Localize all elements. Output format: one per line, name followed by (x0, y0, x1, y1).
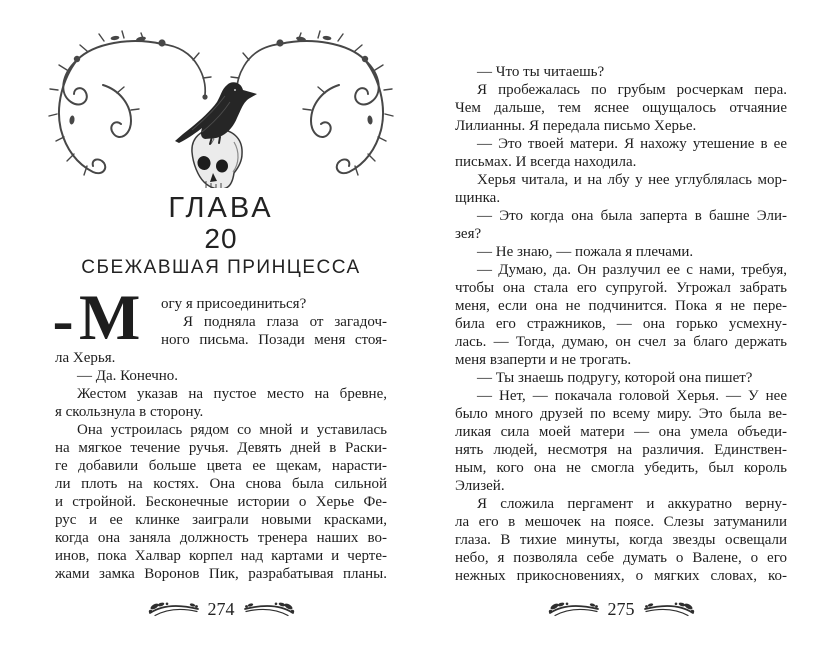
text-line: Я сложила пергамент и аккуратно верну- (477, 496, 787, 512)
text-line: глаза. В тихие минуты, когда звезды освещали (455, 532, 787, 548)
drop-cap-letter: М (79, 282, 141, 354)
right-page-text (455, 63, 787, 585)
text-line: — Нет, — покачала головой Херья. — У нее (477, 388, 787, 404)
text-line: — Думаю, да. Он разлучил ее с нами, требуя, (477, 262, 787, 278)
text-line: нять людей, несмотря на различия. Единствен- (455, 442, 787, 458)
text-line: ла Херья. (55, 350, 116, 366)
chapter-label: ГЛАВА (168, 192, 274, 224)
text-line: ли плоть на костях. Она снова была сильной (55, 476, 387, 492)
text-line: Я подняла глаза от загадоч- (183, 314, 387, 330)
raven-icon (175, 82, 257, 144)
page-footer-right (455, 599, 787, 619)
page-right (410, 0, 820, 661)
text-line: зея? (455, 226, 482, 242)
text-line: и стройной. Бесконечные истории о Херье Фе- (55, 494, 387, 510)
folio-flourish-icon (243, 601, 295, 617)
text-line: рус и ее клинке заиграли новыми красками, (55, 512, 387, 528)
text-line: Элизей. (455, 478, 505, 494)
text-line: меня, если она не подчинится. Пока я не пере- (455, 298, 787, 314)
text-line: — Это когда она была заперта в башне Эли- (477, 208, 787, 224)
left-page-text (55, 273, 387, 583)
folio-flourish-icon (548, 601, 600, 617)
thorn-vine-left-icon (49, 31, 211, 175)
text-line: — Ты знаешь подругу, которой она пишет? (477, 370, 753, 386)
text-line: Я пробежалась по грубым росчеркам пера. (477, 82, 787, 98)
page-number-right: 275 (607, 599, 635, 619)
text-line: нежных прикосновениях, о мягких словах, ко- (455, 568, 787, 584)
raven-skull-ornament (44, 30, 398, 188)
chapter-number: 20 (204, 223, 238, 254)
text-line: ным, кого она не смогла убедить, был король (455, 460, 787, 476)
thorn-vine-right-icon (231, 31, 393, 175)
text-line: Чем дальше, тем яснее ощущалось отчаяние (455, 100, 787, 116)
folio-flourish-icon (148, 601, 200, 617)
page-footer-left (55, 599, 387, 619)
text-line: Херья читала, и на лбу у нее углублялась мор- (477, 172, 787, 188)
text-line: Жестом указав на пустое место на бревне, (77, 386, 387, 402)
text-line: ного письма. Позади меня стоя- (161, 332, 387, 348)
page-number-left: 274 (207, 599, 235, 619)
text-line: на мягкое течение ручья. Девять дней в Раски- (55, 440, 387, 456)
raven-skull-ornament-svg (44, 30, 398, 188)
text-line: письмах. И всегда находила. (455, 154, 637, 170)
text-line: — Это твоей матери. Я нахожу утешение в ее (477, 136, 787, 152)
drop-cap-dash: — (55, 273, 72, 364)
text-line: ла его в мешочек на поясе. Слезы затуманили (455, 514, 787, 530)
text-line: огу я присоединиться? (161, 296, 307, 312)
text-line: — Не знаю, — пожала я плечами. (477, 244, 694, 260)
text-line: — Что ты читаешь? (477, 64, 605, 80)
text-line: била его стражников, — она горько усмехну- (455, 316, 787, 332)
text-line: лась. — Тогда, думаю, он счел за благо держать (455, 334, 787, 350)
text-line: было много друзей по всему миру. Это была ве- (455, 406, 787, 422)
chapter-title: СБЕЖАВШАЯ ПРИНЦЕССА (81, 257, 361, 278)
text-line: ликая сила моей матери — она умела объеди- (455, 424, 787, 440)
text-line: жами замка Воронов Пик, разрабатывая планы. (55, 566, 387, 582)
text-line: Лилианны. Я передала письмо Херье. (455, 118, 697, 134)
skull-icon (192, 129, 242, 188)
text-line: я скользнула в сторону. (55, 404, 204, 420)
folio-flourish-icon (643, 601, 695, 617)
text-line: чтобы она стала его супругой. Угрожал забрать (455, 280, 787, 296)
text-line: — Да. Конечно. (77, 368, 179, 384)
text-line: когда она заняла должность тренера наших во- (55, 530, 387, 546)
text-line: меня взаперти и не трогать. (455, 352, 632, 368)
text-line: небо, я позволяла себе думать о Валене, о его (455, 550, 787, 566)
text-line: ге добавили больше цвета ее щекам, нарасти- (55, 458, 387, 474)
text-line: инов, пока Халвар корпел над картами и черте- (55, 548, 387, 564)
text-line: щинка. (455, 190, 501, 206)
chapter-heading (55, 193, 387, 279)
text-line: Она устроилась рядом со мной и уставилась (77, 422, 387, 438)
